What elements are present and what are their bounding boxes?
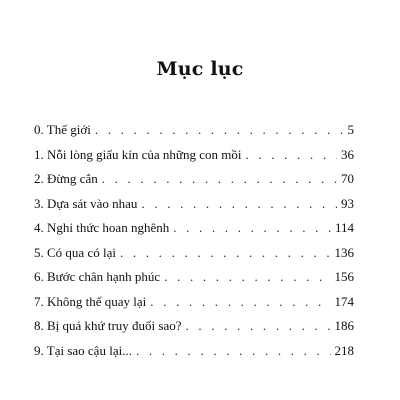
toc-entry bbox=[34, 122, 354, 147]
toc-entry-label: 2. Đừng cắn bbox=[34, 171, 98, 186]
toc-page-number: 174 bbox=[334, 293, 354, 309]
toc-dot-leader bbox=[120, 245, 331, 261]
toc-entry-label: 0. Thế giới bbox=[34, 122, 91, 137]
toc-entry-label: 4. Nghi thức hoan nghênh bbox=[34, 220, 170, 235]
toc-dot-leader bbox=[102, 171, 337, 187]
toc-dot-leader bbox=[141, 196, 337, 212]
toc-entry bbox=[34, 196, 354, 221]
toc-entry bbox=[34, 318, 354, 343]
toc-page-number: 36 bbox=[341, 146, 354, 162]
toc-entry-label: 5. Có qua có lại bbox=[34, 244, 116, 260]
toc-entry bbox=[34, 343, 354, 368]
toc-page-number: 218 bbox=[334, 342, 354, 358]
page-title: Mục lục bbox=[156, 58, 244, 80]
toc-entry-label: 1. Nỗi lòng giấu kín của những con mồi bbox=[34, 146, 242, 162]
toc-entry bbox=[34, 269, 354, 294]
toc-entry-label: 7. Không thể quay lại bbox=[34, 293, 147, 309]
toc-entry-label: 3. Dựa sát vào nhau bbox=[34, 195, 138, 211]
toc-page-number: 114 bbox=[334, 220, 354, 235]
toc-dot-leader bbox=[150, 294, 330, 310]
toc-entry bbox=[34, 171, 354, 196]
toc-page-number: 156 bbox=[334, 269, 354, 284]
toc-entry bbox=[34, 294, 354, 319]
table-of-contents bbox=[34, 122, 354, 367]
toc-page-number: 70 bbox=[341, 171, 354, 186]
toc-entry-label: 9. Tại sao cậu lại... bbox=[34, 342, 132, 358]
toc-entry-label: 8. Bị quá khứ truy đuổi sao? bbox=[34, 318, 182, 333]
toc-entry bbox=[34, 245, 354, 270]
toc-dot-leader bbox=[95, 122, 344, 138]
toc-dot-leader bbox=[186, 318, 331, 334]
toc-entry bbox=[34, 220, 354, 245]
toc-dot-leader bbox=[164, 269, 330, 285]
toc-dot-leader bbox=[136, 343, 331, 359]
toc-page-number: 186 bbox=[334, 318, 354, 333]
toc-entry-label: 6. Bước chân hạnh phúc bbox=[34, 269, 161, 284]
toc-page-number: 136 bbox=[334, 244, 354, 260]
toc-page-number: 5 bbox=[347, 122, 354, 137]
toc-page-number: 93 bbox=[341, 195, 354, 211]
toc-dot-leader bbox=[173, 220, 331, 236]
toc-entry bbox=[34, 147, 354, 172]
toc-dot-leader bbox=[245, 147, 337, 163]
